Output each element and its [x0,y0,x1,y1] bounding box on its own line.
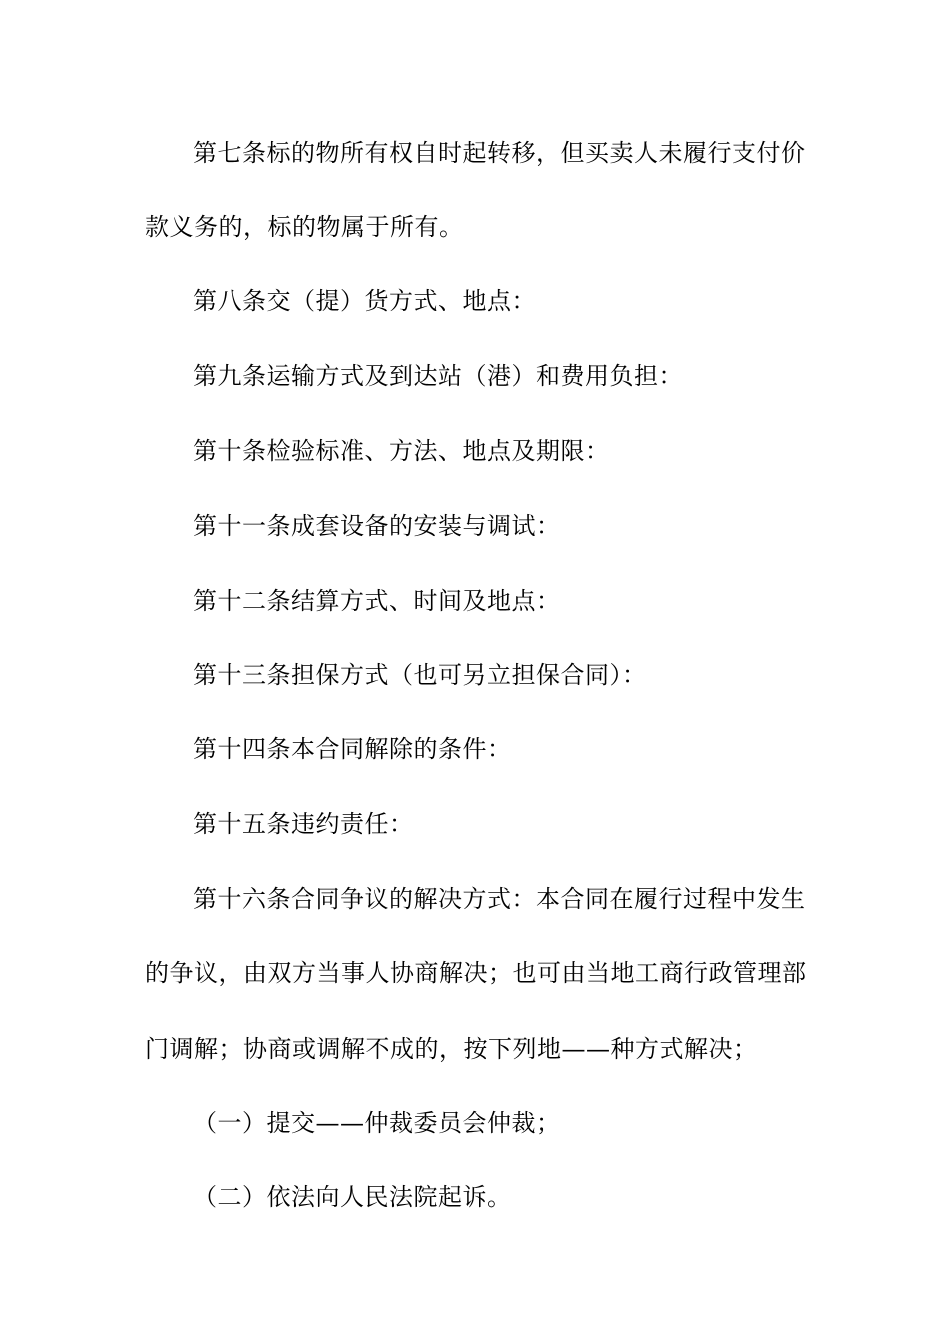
article-7-line-1: 第七条标的物所有权自时起转移，但买卖人未履行支付价 [193,139,806,167]
article-7-line-2: 款义务的，标的物属于所有。 [145,213,464,241]
article-16-line-3: 门调解；协商或调解不成的，按下列地——种方式解决； [145,1035,758,1063]
article-13: 第十三条担保方式（也可另立担保合同）： [193,661,647,689]
article-14: 第十四条本合同解除的条件： [193,735,512,763]
article-12: 第十二条结算方式、时间及地点： [193,587,561,615]
article-11: 第十一条成套设备的安装与调试： [193,512,561,540]
article-15: 第十五条违约责任： [193,810,414,838]
option-one: （一）提交——仲裁委员会仲裁； [193,1109,561,1137]
article-10: 第十条检验标准、方法、地点及期限： [193,437,610,465]
article-9: 第九条运输方式及到达站（港）和费用负担： [193,362,683,390]
article-16-line-2: 的争议，由双方当事人协商解决；也可由当地工商行政管理部 [145,959,807,987]
article-8: 第八条交（提）货方式、地点： [193,287,536,315]
option-two: （二）依法向人民法院起诉。 [193,1183,512,1211]
article-16-line-1: 第十六条合同争议的解决方式：本合同在履行过程中发生 [193,885,806,913]
